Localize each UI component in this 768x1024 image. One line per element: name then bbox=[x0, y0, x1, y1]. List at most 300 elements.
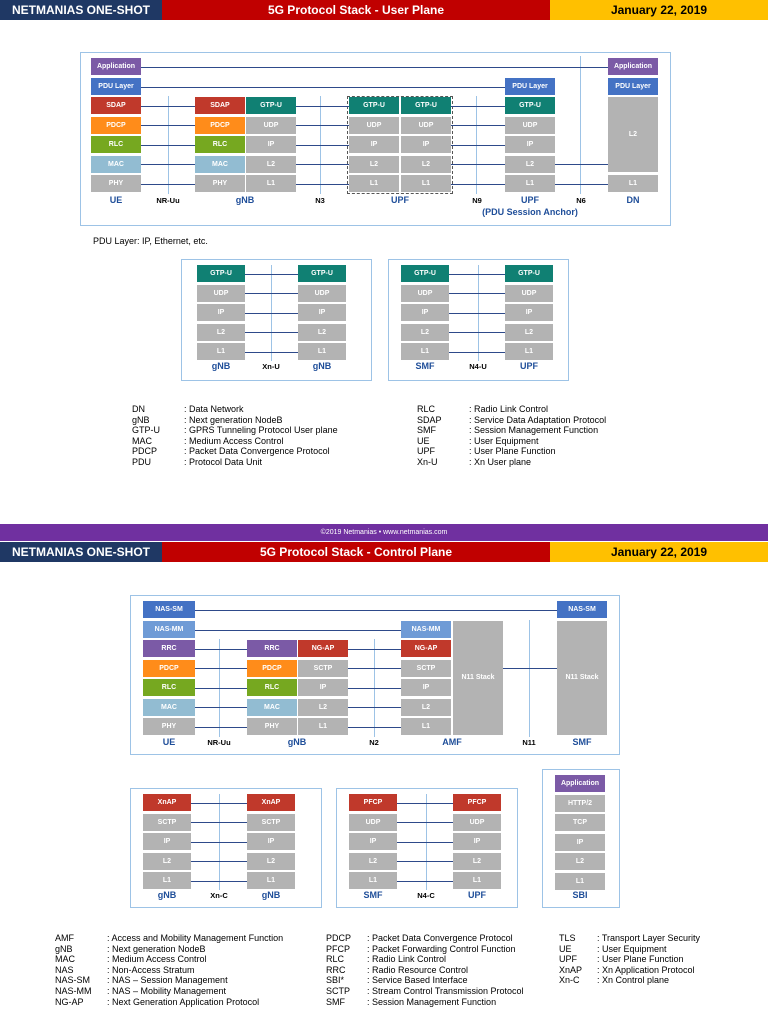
n4-c-right-pfcp-cell: PFCP bbox=[453, 794, 501, 811]
legend-definition: : Service Based Interface bbox=[367, 975, 468, 986]
legend-definition: : Session Management Function bbox=[367, 996, 497, 1007]
ue-gnb-peer-line bbox=[141, 125, 195, 126]
legend-left bbox=[132, 404, 338, 468]
legend-definition: : User Plane Function bbox=[597, 954, 684, 965]
n4-c-right-l2-cell: L2 bbox=[453, 853, 501, 870]
legend-entry bbox=[55, 997, 283, 1008]
xn-c-right-ip-cell: IP bbox=[247, 833, 295, 850]
gnb-radio-rlc-cell: RLC bbox=[195, 136, 245, 153]
n4-u-right-ip-cell: IP bbox=[505, 304, 553, 321]
ue-cp-nas-sm-cell: NAS-SM bbox=[143, 601, 195, 618]
legend-definition: : Xn Control plane bbox=[597, 975, 670, 986]
legend-entry bbox=[55, 975, 283, 986]
gnb-cp-radio-rlc-cell: RLC bbox=[247, 679, 297, 696]
gnb-cp-n2-ng-ap-cell: NG-AP bbox=[298, 640, 348, 657]
n4-u-right-gtp-u-cell: GTP-U bbox=[505, 265, 553, 282]
header-brand: NETMANIAS ONE-SHOT bbox=[0, 0, 162, 20]
legend-definition: : User Plane Function bbox=[469, 446, 556, 457]
upf-intermediate-right-udp-cell: UDP bbox=[401, 117, 451, 134]
node-label-gnb-cp: gNB bbox=[287, 737, 307, 747]
legend-term: SMF bbox=[326, 996, 345, 1007]
legend-term: NAS-SM bbox=[55, 975, 91, 986]
legend-definition: : Non-Access Stratum bbox=[107, 964, 195, 975]
legend-entry bbox=[559, 954, 700, 965]
legend-right bbox=[417, 404, 606, 468]
gnb-cp-n2-ip-cell: IP bbox=[298, 679, 348, 696]
n4-u-right-l2-cell: L2 bbox=[505, 324, 553, 341]
legend-entry bbox=[326, 997, 524, 1008]
xn-u-iface-label: Xn-U bbox=[262, 362, 280, 371]
gnb-cp-radio-rrc-cell: RRC bbox=[247, 640, 297, 657]
legend-entry bbox=[559, 933, 700, 944]
legend-entry bbox=[132, 425, 338, 436]
n4-c-left-label: SMF bbox=[363, 890, 383, 900]
amf-sctp-cell: SCTP bbox=[401, 660, 451, 677]
legend-definition: : NAS – Session Management bbox=[107, 975, 228, 986]
gnb-amf-peer-line bbox=[348, 688, 401, 689]
legend-term: RLC bbox=[326, 954, 345, 965]
node-label-upf-anchor: UPF bbox=[521, 195, 539, 205]
legend-entry bbox=[559, 944, 700, 955]
gnb-upf-peer-line bbox=[296, 106, 349, 107]
ue-gnb-peer-line bbox=[141, 164, 195, 165]
upf-anchor-l2-cell: L2 bbox=[505, 156, 555, 173]
iface-label-n9: N9 bbox=[472, 196, 482, 205]
legend-entry bbox=[55, 986, 283, 997]
legend-entry bbox=[417, 446, 606, 457]
legend-term: DN bbox=[132, 404, 145, 414]
legend-term: UPF bbox=[417, 446, 435, 457]
gnb-cp-radio-pdcp-cell: PDCP bbox=[247, 660, 297, 677]
sbi-ip-cell: IP bbox=[555, 834, 605, 851]
n4-c-peer-line bbox=[397, 803, 453, 804]
legend-entry bbox=[326, 933, 524, 944]
legend-definition: : Xn User plane bbox=[469, 456, 532, 467]
gnb-n3-l2-cell: L2 bbox=[246, 156, 296, 173]
legend-term: UPF bbox=[559, 954, 577, 965]
upf-intermediate-left-l2-cell: L2 bbox=[349, 156, 399, 173]
ue-gnb-cp-peer-line bbox=[195, 668, 247, 669]
legend-definition: : Radio Link Control bbox=[367, 954, 447, 965]
node-label-upf: UPF bbox=[391, 195, 409, 205]
legend-col1 bbox=[55, 933, 283, 1007]
upf-intermediate-right-ip-cell: IP bbox=[401, 136, 451, 153]
amf-l1-cell: L1 bbox=[401, 718, 451, 735]
xn-u-right-label: gNB bbox=[312, 361, 332, 371]
xn-u-right-l2-cell: L2 bbox=[298, 324, 346, 341]
n4-u-right-l1-cell: L1 bbox=[505, 343, 553, 360]
iface-label-n3: N3 bbox=[315, 196, 325, 205]
amf-smf-n11-line bbox=[503, 668, 557, 669]
n4-c-right-l1-cell: L1 bbox=[453, 872, 501, 889]
legend-term: MAC bbox=[55, 954, 75, 965]
legend-definition: : User Equipment bbox=[597, 943, 667, 954]
xn-c-right-l2-cell: L2 bbox=[247, 853, 295, 870]
n4-c-peer-line bbox=[397, 842, 453, 843]
legend-entry bbox=[417, 457, 606, 468]
ue-gnb-cp-peer-line bbox=[195, 707, 247, 708]
xn-u-left-gtp-u-cell: GTP-U bbox=[197, 265, 245, 282]
n4-u-left-label: SMF bbox=[415, 361, 435, 371]
gnb-upf-peer-line bbox=[296, 125, 349, 126]
node-label-ue: UE bbox=[109, 195, 123, 205]
legend-entry bbox=[417, 415, 606, 426]
upf-dn-l1-line bbox=[555, 184, 608, 185]
xn-c-left-xnap-cell: XnAP bbox=[143, 794, 191, 811]
sbi-label: SBI bbox=[572, 890, 588, 900]
legend-term: SCTP bbox=[326, 985, 351, 996]
upf-dn-l2-line bbox=[555, 164, 608, 165]
ue-sdap-cell: SDAP bbox=[91, 97, 141, 114]
xn-c-peer-line bbox=[191, 861, 247, 862]
pdu-layer-peer-line bbox=[141, 87, 505, 88]
legend-term: GTP-U bbox=[132, 425, 160, 436]
legend-definition: : NAS – Mobility Management bbox=[107, 985, 227, 996]
page-title-2: 5G Protocol Stack - Control Plane bbox=[162, 542, 550, 562]
legend-term: PDCP bbox=[326, 933, 352, 943]
amf-nas-mm-cell: NAS-MM bbox=[401, 621, 451, 638]
legend-term: SMF bbox=[417, 425, 436, 436]
ue-gnb-cp-peer-line bbox=[195, 727, 247, 728]
gnb-n3-ip-cell: IP bbox=[246, 136, 296, 153]
n4-u-iface-label: N4-U bbox=[469, 362, 487, 371]
amf-n11-stack-cell: N11 Stack bbox=[453, 621, 503, 736]
legend-col2 bbox=[326, 933, 524, 1007]
xn-u-peer-line bbox=[245, 293, 298, 294]
legend-definition: : Packet Data Convergence Protocol bbox=[184, 446, 330, 457]
header-date-2: January 22, 2019 bbox=[550, 542, 768, 562]
legend-term: RRC bbox=[326, 964, 346, 975]
upf-intermediate-left-udp-cell: UDP bbox=[349, 117, 399, 134]
upf-anchor-udp-cell: UDP bbox=[505, 117, 555, 134]
legend-term: NAS bbox=[55, 964, 74, 975]
upf-intermediate-right-l2-cell: L2 bbox=[401, 156, 451, 173]
n4-c-peer-line bbox=[397, 881, 453, 882]
n6-interface-line bbox=[580, 56, 581, 194]
dn-application-cell: Application bbox=[608, 58, 658, 75]
gnb-n3-udp-cell: UDP bbox=[246, 117, 296, 134]
ue-cp-pdcp-cell: PDCP bbox=[143, 660, 195, 677]
node-label-ue-cp: UE bbox=[162, 737, 176, 747]
legend-entry bbox=[417, 425, 606, 436]
xn-c-iface-label: Xn-C bbox=[210, 891, 228, 900]
legend-definition: : Session Management Function bbox=[469, 425, 599, 436]
xn-u-right-ip-cell: IP bbox=[298, 304, 346, 321]
legend-term: UE bbox=[559, 943, 572, 954]
amf-ng-ap-cell: NG-AP bbox=[401, 640, 451, 657]
legend-entry bbox=[417, 404, 606, 415]
legend-entry bbox=[55, 954, 283, 965]
n4-u-peer-line bbox=[449, 352, 505, 353]
xn-c-peer-line bbox=[191, 822, 247, 823]
ue-application-cell: Application bbox=[91, 58, 141, 75]
xn-c-right-l1-cell: L1 bbox=[247, 872, 295, 889]
ue-cp-mac-cell: MAC bbox=[143, 699, 195, 716]
control-plane-diagram-frame bbox=[130, 595, 620, 755]
smf-n11-stack-cell: N11 Stack bbox=[557, 621, 607, 736]
n4-u-left-gtp-u-cell: GTP-U bbox=[401, 265, 449, 282]
node-label-amf: AMF bbox=[442, 737, 462, 747]
xn-u-right-udp-cell: UDP bbox=[298, 285, 346, 302]
xn-u-left-label: gNB bbox=[211, 361, 231, 371]
legend-definition: : GPRS Tunneling Protocol User plane bbox=[184, 425, 338, 436]
header-date: January 22, 2019 bbox=[550, 0, 768, 20]
legend-term: PDU bbox=[132, 456, 152, 467]
nas-mm-peer-line bbox=[195, 630, 401, 631]
xn-u-peer-line bbox=[245, 332, 298, 333]
sbi-http-2-cell: HTTP/2 bbox=[555, 795, 605, 812]
xn-c-right-xnap-cell: XnAP bbox=[247, 794, 295, 811]
ue-phy-cell: PHY bbox=[91, 175, 141, 192]
legend-entry bbox=[55, 944, 283, 955]
xn-c-peer-line bbox=[191, 881, 247, 882]
iface-label-n11: N11 bbox=[522, 738, 536, 747]
n4-c-peer-line bbox=[397, 861, 453, 862]
n4-u-left-ip-cell: IP bbox=[401, 304, 449, 321]
sbi-l2-cell: L2 bbox=[555, 853, 605, 870]
upf-intermediate-left-l1-cell: L1 bbox=[349, 175, 399, 192]
legend-entry bbox=[132, 415, 338, 426]
gnb-cp-radio-phy-cell: PHY bbox=[247, 718, 297, 735]
xn-u-right-gtp-u-cell: GTP-U bbox=[298, 265, 346, 282]
xn-u-peer-line bbox=[245, 352, 298, 353]
n4-c-peer-line bbox=[397, 822, 453, 823]
legend-term: SBI* bbox=[326, 975, 345, 986]
n4-u-left-udp-cell: UDP bbox=[401, 285, 449, 302]
nas-sm-peer-line bbox=[195, 610, 557, 611]
legend-entry bbox=[55, 965, 283, 976]
ue-cp-phy-cell: PHY bbox=[143, 718, 195, 735]
n4-u-peer-line bbox=[449, 313, 505, 314]
legend-entry bbox=[326, 965, 524, 976]
legend-entry bbox=[132, 457, 338, 468]
legend-entry bbox=[326, 944, 524, 955]
ue-gnb-cp-peer-line bbox=[195, 688, 247, 689]
legend-entry bbox=[132, 446, 338, 457]
upf-upf-peer-line bbox=[451, 164, 505, 165]
upf-anchor-gtp-u-cell: GTP-U bbox=[505, 97, 555, 114]
node-label-smf: SMF bbox=[572, 737, 592, 747]
gnb-amf-peer-line bbox=[348, 649, 401, 650]
upf-intermediate-right-l1-cell: L1 bbox=[401, 175, 451, 192]
legend-term: XnAP bbox=[559, 964, 583, 975]
footer-copyright: ©2019 Netmanias • www.netmanias.com bbox=[0, 524, 768, 541]
n4-u-peer-line bbox=[449, 293, 505, 294]
n4-c-iface-label: N4-C bbox=[417, 891, 435, 900]
smf-nas-sm-cell: NAS-SM bbox=[557, 601, 607, 618]
xn-u-left-l1-cell: L1 bbox=[197, 343, 245, 360]
n4-c-left-ip-cell: IP bbox=[349, 833, 397, 850]
upf-anchor-l1-cell: L1 bbox=[505, 175, 555, 192]
n4-u-left-l2-cell: L2 bbox=[401, 324, 449, 341]
amf-l2-cell: L2 bbox=[401, 699, 451, 716]
legend-definition: : Next generation NodeB bbox=[107, 943, 206, 954]
dn-l1-cell: L1 bbox=[608, 175, 658, 192]
gnb-upf-peer-line bbox=[296, 184, 349, 185]
node-label-dn: DN bbox=[626, 195, 640, 205]
legend-definition: : Next Generation Application Protocol bbox=[107, 996, 260, 1007]
n4-u-peer-line bbox=[449, 332, 505, 333]
dn-l2-cell: L2 bbox=[608, 97, 658, 172]
legend-term: Xn-C bbox=[559, 975, 580, 986]
xn-u-left-l2-cell: L2 bbox=[197, 324, 245, 341]
iface-label-nr-uu-cp: NR-Uu bbox=[207, 738, 231, 747]
legend-definition: : Medium Access Control bbox=[184, 435, 284, 446]
sbi-tcp-cell: TCP bbox=[555, 814, 605, 831]
ue-gnb-peer-line bbox=[141, 184, 195, 185]
sbi-application-cell: Application bbox=[555, 775, 605, 792]
xn-u-peer-line bbox=[245, 274, 298, 275]
legend-term: MAC bbox=[132, 435, 152, 446]
gnb-cp-n2-sctp-cell: SCTP bbox=[298, 660, 348, 677]
xn-c-right-sctp-cell: SCTP bbox=[247, 814, 295, 831]
n4-u-right-label: UPF bbox=[520, 361, 538, 371]
iface-label-n6: N6 bbox=[576, 196, 586, 205]
legend-definition: : Radio Link Control bbox=[469, 404, 549, 414]
legend-entry bbox=[559, 975, 700, 986]
legend-entry bbox=[132, 436, 338, 447]
gnb-radio-pdcp-cell: PDCP bbox=[195, 117, 245, 134]
n4-u-right-udp-cell: UDP bbox=[505, 285, 553, 302]
legend-definition: : Xn Application Protocol bbox=[597, 964, 695, 975]
n4-c-right-label: UPF bbox=[468, 890, 486, 900]
iface-label-n2: N2 bbox=[369, 738, 379, 747]
pdu-layer-note: PDU Layer: IP, Ethernet, etc. bbox=[93, 236, 208, 246]
ue-cp-rlc-cell: RLC bbox=[143, 679, 195, 696]
gnb-radio-phy-cell: PHY bbox=[195, 175, 245, 192]
xn-u-right-l1-cell: L1 bbox=[298, 343, 346, 360]
xn-c-peer-line bbox=[191, 803, 247, 804]
legend-entry bbox=[326, 986, 524, 997]
ue-mac-cell: MAC bbox=[91, 156, 141, 173]
n4-c-right-udp-cell: UDP bbox=[453, 814, 501, 831]
gnb-radio-sdap-cell: SDAP bbox=[195, 97, 245, 114]
gnb-n3-gtp-u-cell: GTP-U bbox=[246, 97, 296, 114]
iface-label-nr-uu: NR-Uu bbox=[156, 196, 180, 205]
legend-term: NG-AP bbox=[55, 996, 84, 1007]
upf-upf-peer-line bbox=[451, 125, 505, 126]
gnb-amf-peer-line bbox=[348, 727, 401, 728]
legend-term: SDAP bbox=[417, 414, 442, 425]
application-peer-line bbox=[141, 67, 608, 68]
upf-upf-peer-line bbox=[451, 145, 505, 146]
xn-u-peer-line bbox=[245, 313, 298, 314]
node-label-gnb: gNB bbox=[235, 195, 255, 205]
xn-c-left-l1-cell: L1 bbox=[143, 872, 191, 889]
xn-c-left-l2-cell: L2 bbox=[143, 853, 191, 870]
gnb-upf-peer-line bbox=[296, 145, 349, 146]
ue-cp-rrc-cell: RRC bbox=[143, 640, 195, 657]
legend-definition: : Protocol Data Unit bbox=[184, 456, 263, 467]
legend-term: gNB bbox=[132, 414, 150, 425]
legend-entry bbox=[132, 404, 338, 415]
legend-term: AMF bbox=[55, 933, 74, 943]
ue-gnb-peer-line bbox=[141, 145, 195, 146]
ue-pdcp-cell: PDCP bbox=[91, 117, 141, 134]
gnb-upf-peer-line bbox=[296, 164, 349, 165]
ue-pdu-layer-cell: PDU Layer bbox=[91, 78, 141, 95]
upf-intermediate-left-gtp-u-cell: GTP-U bbox=[349, 97, 399, 114]
legend-definition: : Medium Access Control bbox=[107, 954, 207, 965]
legend-entry bbox=[417, 436, 606, 447]
n4-c-left-l1-cell: L1 bbox=[349, 872, 397, 889]
n4-c-left-udp-cell: UDP bbox=[349, 814, 397, 831]
xn-u-left-udp-cell: UDP bbox=[197, 285, 245, 302]
upf-anchor-ip-cell: IP bbox=[505, 136, 555, 153]
legend-term: TLS bbox=[559, 933, 576, 943]
upf-upf-peer-line bbox=[451, 106, 505, 107]
legend-definition: : Stream Control Transmission Protocol bbox=[367, 985, 524, 996]
n4-c-left-pfcp-cell: PFCP bbox=[349, 794, 397, 811]
legend-definition: : User Equipment bbox=[469, 435, 539, 446]
legend-definition: : Packet Forwarding Control Function bbox=[367, 943, 516, 954]
upf-intermediate-right-gtp-u-cell: GTP-U bbox=[401, 97, 451, 114]
gnb-cp-n2-l1-cell: L1 bbox=[298, 718, 348, 735]
gnb-amf-peer-line bbox=[348, 707, 401, 708]
legend-term: NAS-MM bbox=[55, 985, 92, 996]
xn-c-left-sctp-cell: SCTP bbox=[143, 814, 191, 831]
legend-entry bbox=[326, 954, 524, 965]
ue-gnb-peer-line bbox=[141, 106, 195, 107]
amf-ip-cell: IP bbox=[401, 679, 451, 696]
legend-definition: : Radio Resource Control bbox=[367, 964, 469, 975]
xn-c-left-ip-cell: IP bbox=[143, 833, 191, 850]
legend-definition: : Next generation NodeB bbox=[184, 414, 283, 425]
upf-intermediate-left-ip-cell: IP bbox=[349, 136, 399, 153]
gnb-amf-peer-line bbox=[348, 668, 401, 669]
gnb-radio-mac-cell: MAC bbox=[195, 156, 245, 173]
dn-pdu-layer-cell: PDU Layer bbox=[608, 78, 658, 95]
upf-anchor-pdu-layer-cell: PDU Layer bbox=[505, 78, 555, 95]
legend-definition: : Data Network bbox=[184, 404, 244, 414]
legend-term: gNB bbox=[55, 943, 73, 954]
sbi-l1-cell: L1 bbox=[555, 873, 605, 890]
legend-term: UE bbox=[417, 435, 430, 446]
page-title: 5G Protocol Stack - User Plane bbox=[162, 0, 550, 20]
legend-definition: : Transport Layer Security bbox=[597, 933, 701, 943]
ue-gnb-cp-peer-line bbox=[195, 649, 247, 650]
xn-c-left-label: gNB bbox=[157, 890, 177, 900]
ue-rlc-cell: RLC bbox=[91, 136, 141, 153]
legend-entry bbox=[326, 975, 524, 986]
legend-definition: : Packet Data Convergence Protocol bbox=[367, 933, 513, 943]
legend-definition: : Access and Mobility Management Function bbox=[107, 933, 284, 943]
legend-term: RLC bbox=[417, 404, 436, 414]
legend-term: PDCP bbox=[132, 446, 158, 457]
xn-c-right-label: gNB bbox=[261, 890, 281, 900]
legend-term: Xn-U bbox=[417, 456, 438, 467]
pdu-session-anchor-label: (PDU Session Anchor) bbox=[482, 207, 578, 217]
gnb-cp-radio-mac-cell: MAC bbox=[247, 699, 297, 716]
n4-u-peer-line bbox=[449, 274, 505, 275]
header-brand-2: NETMANIAS ONE-SHOT bbox=[0, 542, 162, 562]
n4-c-left-l2-cell: L2 bbox=[349, 853, 397, 870]
legend-col3 bbox=[559, 933, 700, 986]
legend-definition: : Service Data Adaptation Protocol bbox=[469, 414, 607, 425]
n4-c-right-ip-cell: IP bbox=[453, 833, 501, 850]
gnb-cp-n2-l2-cell: L2 bbox=[298, 699, 348, 716]
xn-c-peer-line bbox=[191, 842, 247, 843]
legend-entry bbox=[55, 933, 283, 944]
xn-u-left-ip-cell: IP bbox=[197, 304, 245, 321]
n4-u-left-l1-cell: L1 bbox=[401, 343, 449, 360]
upf-upf-peer-line bbox=[451, 184, 505, 185]
legend-entry bbox=[559, 965, 700, 976]
gnb-n3-l1-cell: L1 bbox=[246, 175, 296, 192]
n11-interface-line bbox=[529, 620, 530, 737]
legend-term: PFCP bbox=[326, 943, 351, 954]
ue-cp-nas-mm-cell: NAS-MM bbox=[143, 621, 195, 638]
